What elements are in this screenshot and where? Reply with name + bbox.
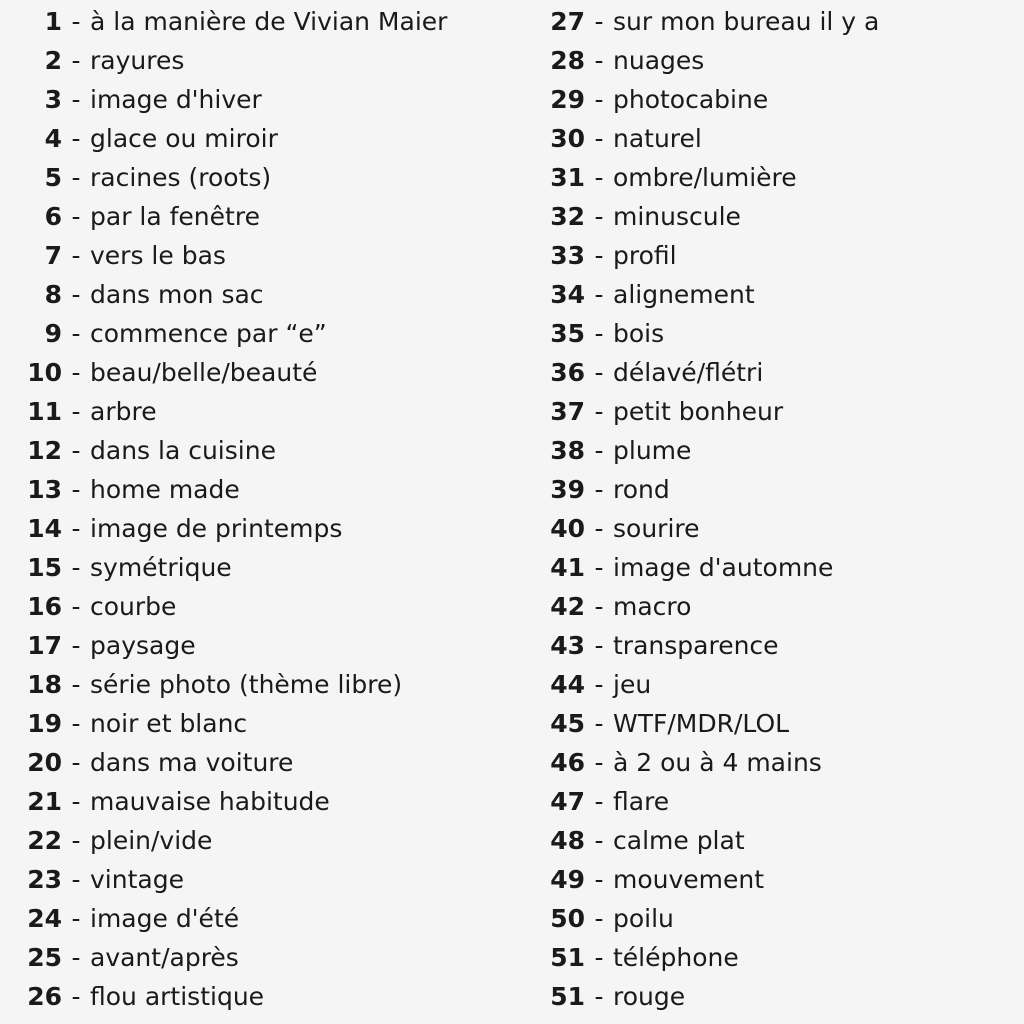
- item-number: 5: [44, 163, 62, 192]
- item-separator: -: [71, 85, 81, 114]
- item-label: image de printemps: [90, 514, 343, 543]
- item-separator: -: [594, 397, 604, 426]
- list-item: [520, 41, 1024, 80]
- item-number: 37: [550, 397, 585, 426]
- item-number: 19: [27, 709, 62, 738]
- item-label: téléphone: [613, 943, 739, 972]
- item-separator: -: [594, 241, 604, 270]
- item-separator: -: [71, 202, 81, 231]
- list-item: [520, 431, 1024, 470]
- item-number: 44: [550, 670, 585, 699]
- list-item: [520, 626, 1024, 665]
- item-label: calme plat: [613, 826, 745, 855]
- item-separator: -: [71, 397, 81, 426]
- item-separator: -: [71, 670, 81, 699]
- item-label: arbre: [90, 397, 157, 426]
- item-separator: -: [594, 7, 604, 36]
- item-number: 24: [27, 904, 62, 933]
- item-number: 14: [27, 514, 62, 543]
- list-item: [520, 704, 1024, 743]
- item-number: 45: [550, 709, 585, 738]
- list-item: [520, 821, 1024, 860]
- list-item: [520, 392, 1024, 431]
- item-label: image d'été: [90, 904, 240, 933]
- item-separator: -: [71, 982, 81, 1011]
- list-item: [520, 548, 1024, 587]
- item-separator: -: [71, 436, 81, 465]
- list-item: [520, 899, 1024, 938]
- item-number: 22: [27, 826, 62, 855]
- item-label: série photo (thème libre): [90, 670, 403, 699]
- item-label: vers le bas: [90, 241, 226, 270]
- list-item: [520, 743, 1024, 782]
- item-separator: -: [594, 202, 604, 231]
- item-number: 50: [550, 904, 585, 933]
- item-number: 30: [550, 124, 585, 153]
- item-number: 11: [27, 397, 62, 426]
- item-label: rouge: [613, 982, 686, 1011]
- item-number: 15: [27, 553, 62, 582]
- item-label: alignement: [613, 280, 755, 309]
- list-item: [520, 470, 1024, 509]
- item-label: image d'hiver: [90, 85, 262, 114]
- item-number: 25: [27, 943, 62, 972]
- item-label: image d'automne: [613, 553, 834, 582]
- item-number: 9: [44, 319, 62, 348]
- item-separator: -: [594, 592, 604, 621]
- item-label: photocabine: [613, 85, 769, 114]
- item-label: vintage: [90, 865, 184, 894]
- item-separator: -: [594, 631, 604, 660]
- item-separator: -: [71, 748, 81, 777]
- list-item: [520, 158, 1024, 197]
- item-number: 20: [27, 748, 62, 777]
- item-separator: -: [594, 670, 604, 699]
- item-separator: -: [594, 319, 604, 348]
- list-item: [520, 665, 1024, 704]
- item-label: rond: [613, 475, 670, 504]
- item-separator: -: [594, 553, 604, 582]
- item-separator: -: [71, 943, 81, 972]
- item-number: 13: [27, 475, 62, 504]
- item-label: jeu: [613, 670, 652, 699]
- item-label: rayures: [90, 46, 185, 75]
- list-item: [520, 977, 1024, 1016]
- list-item: [520, 782, 1024, 821]
- item-number: 48: [550, 826, 585, 855]
- item-separator: -: [71, 865, 81, 894]
- item-separator: -: [594, 124, 604, 153]
- item-separator: -: [594, 475, 604, 504]
- item-separator: -: [594, 826, 604, 855]
- item-label: macro: [613, 592, 692, 621]
- item-label: transparence: [613, 631, 779, 660]
- item-label: beau/belle/beauté: [90, 358, 318, 387]
- list-item: [520, 275, 1024, 314]
- item-separator: -: [71, 7, 81, 36]
- list-item: [520, 2, 1024, 41]
- item-number: 21: [27, 787, 62, 816]
- item-number: 34: [550, 280, 585, 309]
- list-item: [520, 938, 1024, 977]
- item-separator: -: [71, 358, 81, 387]
- item-separator: -: [594, 514, 604, 543]
- item-number: 41: [550, 553, 585, 582]
- item-label: noir et blanc: [90, 709, 248, 738]
- item-number: 8: [44, 280, 62, 309]
- item-separator: -: [594, 904, 604, 933]
- item-label: nuages: [613, 46, 705, 75]
- list-item: [520, 119, 1024, 158]
- item-separator: -: [594, 280, 604, 309]
- item-label: flou artistique: [90, 982, 265, 1011]
- item-label: bois: [613, 319, 665, 348]
- list-item: [520, 236, 1024, 275]
- item-separator: -: [594, 943, 604, 972]
- item-label: commence par “e”: [90, 319, 327, 348]
- item-separator: -: [594, 163, 604, 192]
- item-number: 18: [27, 670, 62, 699]
- item-separator: -: [71, 631, 81, 660]
- item-separator: -: [594, 85, 604, 114]
- item-label: minuscule: [613, 202, 741, 231]
- item-number: 32: [550, 202, 585, 231]
- item-label: ombre/lumière: [613, 163, 797, 192]
- item-separator: -: [71, 709, 81, 738]
- item-label: profil: [613, 241, 677, 270]
- item-label: délavé/flétri: [613, 358, 764, 387]
- item-number: 1: [44, 7, 62, 36]
- item-number: 51: [550, 943, 585, 972]
- item-separator: -: [71, 475, 81, 504]
- item-number: 26: [27, 982, 62, 1011]
- list-column-right: [520, 2, 1024, 1016]
- item-number: 46: [550, 748, 585, 777]
- item-number: 35: [550, 319, 585, 348]
- item-separator: -: [71, 46, 81, 75]
- item-number: 16: [27, 592, 62, 621]
- item-number: 36: [550, 358, 585, 387]
- item-separator: -: [71, 241, 81, 270]
- item-separator: -: [71, 553, 81, 582]
- item-label: WTF/MDR/LOL: [613, 709, 790, 738]
- item-separator: -: [594, 709, 604, 738]
- item-label: plume: [613, 436, 692, 465]
- item-label: poilu: [613, 904, 674, 933]
- item-separator: -: [71, 319, 81, 348]
- list-item: [520, 509, 1024, 548]
- item-number: 12: [27, 436, 62, 465]
- item-label: à la manière de Vivian Maier: [90, 7, 448, 36]
- item-number: 27: [550, 7, 585, 36]
- item-separator: -: [594, 865, 604, 894]
- item-separator: -: [71, 163, 81, 192]
- item-label: mouvement: [613, 865, 765, 894]
- item-number: 38: [550, 436, 585, 465]
- item-separator: -: [71, 787, 81, 816]
- item-number: 6: [44, 202, 62, 231]
- item-number: 47: [550, 787, 585, 816]
- item-label: à 2 ou à 4 mains: [613, 748, 822, 777]
- item-separator: -: [71, 904, 81, 933]
- item-number: 7: [44, 241, 62, 270]
- item-label: par la fenêtre: [90, 202, 260, 231]
- item-separator: -: [71, 124, 81, 153]
- item-label: dans la cuisine: [90, 436, 276, 465]
- item-separator: -: [71, 592, 81, 621]
- item-number: 39: [550, 475, 585, 504]
- item-label: naturel: [613, 124, 702, 153]
- item-number: 4: [44, 124, 62, 153]
- item-label: racines (roots): [90, 163, 272, 192]
- item-label: home made: [90, 475, 240, 504]
- item-separator: -: [594, 748, 604, 777]
- item-separator: -: [594, 358, 604, 387]
- item-label: flare: [613, 787, 670, 816]
- item-separator: -: [594, 46, 604, 75]
- list-item: [520, 587, 1024, 626]
- item-label: plein/vide: [90, 826, 213, 855]
- item-label: petit bonheur: [613, 397, 784, 426]
- item-label: sur mon bureau il y a: [613, 7, 880, 36]
- item-separator: -: [594, 436, 604, 465]
- list-item: [520, 197, 1024, 236]
- list-item: [520, 80, 1024, 119]
- item-label: avant/après: [90, 943, 239, 972]
- item-number: 3: [44, 85, 62, 114]
- item-number: 43: [550, 631, 585, 660]
- item-label: dans ma voiture: [90, 748, 294, 777]
- item-number: 28: [550, 46, 585, 75]
- item-label: courbe: [90, 592, 177, 621]
- item-label: sourire: [613, 514, 700, 543]
- item-label: paysage: [90, 631, 196, 660]
- item-separator: -: [594, 787, 604, 816]
- item-separator: -: [71, 826, 81, 855]
- item-separator: -: [71, 280, 81, 309]
- item-number: 40: [550, 514, 585, 543]
- item-label: mauvaise habitude: [90, 787, 330, 816]
- item-number: 29: [550, 85, 585, 114]
- item-label: dans mon sac: [90, 280, 264, 309]
- item-label: symétrique: [90, 553, 232, 582]
- item-separator: -: [594, 982, 604, 1011]
- list-item: [520, 860, 1024, 899]
- list-item: [520, 314, 1024, 353]
- item-number: 2: [44, 46, 62, 75]
- item-number: 51: [550, 982, 585, 1011]
- item-number: 31: [550, 163, 585, 192]
- item-number: 49: [550, 865, 585, 894]
- item-number: 17: [27, 631, 62, 660]
- item-number: 23: [27, 865, 62, 894]
- list-item: [520, 353, 1024, 392]
- item-number: 10: [27, 358, 62, 387]
- item-label: glace ou miroir: [90, 124, 278, 153]
- item-number: 33: [550, 241, 585, 270]
- item-number: 42: [550, 592, 585, 621]
- item-separator: -: [71, 514, 81, 543]
